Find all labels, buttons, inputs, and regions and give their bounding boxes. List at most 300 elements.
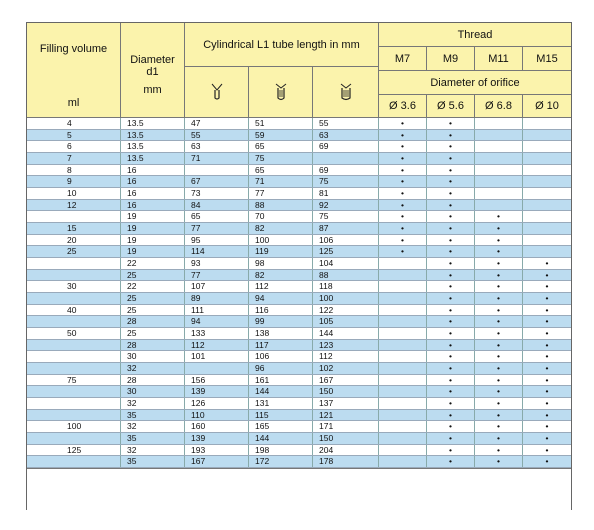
table-cell	[475, 188, 523, 199]
table-cell: 75	[249, 153, 313, 164]
table-cell: •	[475, 270, 523, 281]
cylindrical-length-label: Cylindrical L1 tube length in mm	[203, 38, 360, 51]
table-cell: 77	[185, 270, 249, 281]
table-cell	[379, 363, 427, 374]
table-cell: 131	[249, 398, 313, 409]
table-cell: •	[545, 444, 549, 455]
table-cell	[523, 235, 571, 246]
table-cell	[379, 281, 427, 292]
table-cell	[379, 270, 427, 281]
orifice-5-6	[427, 95, 475, 118]
table-cell: •	[379, 141, 427, 152]
table-cell	[185, 165, 249, 176]
table-cell: 65	[249, 165, 313, 176]
table-row	[27, 398, 571, 410]
diameter-label: Diameter	[130, 54, 175, 66]
table-cell: 55	[313, 118, 379, 129]
table-cell: •	[475, 223, 523, 234]
table-cell: 100	[313, 293, 379, 304]
table-cell	[379, 258, 427, 269]
table-cell: 98	[249, 258, 313, 269]
table-cell: •	[475, 410, 523, 421]
table-cell: 178	[313, 456, 379, 467]
table-row	[27, 305, 571, 317]
table-cell: •	[379, 176, 427, 187]
table-cell: 4	[27, 118, 121, 129]
table-cell: 167	[313, 375, 379, 386]
table-cell: 93	[185, 258, 249, 269]
table-cell: 172	[249, 456, 313, 467]
table-cell: •	[475, 386, 523, 397]
table-cell: 55	[185, 130, 249, 141]
table-cell: 5	[27, 130, 121, 141]
table-cell	[523, 176, 571, 187]
table-cell: 28	[121, 340, 185, 351]
table-cell	[475, 165, 523, 176]
thread-header	[379, 23, 571, 47]
thread-m7	[379, 47, 427, 71]
table-cell: 106	[249, 351, 313, 362]
table-cell: 77	[185, 223, 249, 234]
table-cell: 126	[185, 398, 249, 409]
table-cell: •	[427, 211, 475, 222]
table-cell: 77	[249, 188, 313, 199]
table-cell: 35	[121, 433, 185, 444]
table-row	[27, 433, 571, 445]
table-cell: •	[379, 153, 427, 164]
table-cell: 13.5	[121, 130, 185, 141]
table-cell	[475, 118, 523, 129]
table-cell: 65	[185, 211, 249, 222]
table-cell: 138	[249, 328, 313, 339]
table-cell: •	[427, 270, 475, 281]
table-cell	[27, 410, 121, 421]
table-cell: •	[475, 211, 523, 222]
table-cell: 16	[121, 200, 185, 211]
table-cell: 50	[27, 328, 121, 339]
table-cell: 32	[121, 445, 185, 456]
table-cell: •	[475, 445, 523, 456]
table-cell: •	[475, 281, 523, 292]
table-cell	[27, 258, 121, 269]
thread-m7-label: M7	[394, 52, 411, 65]
table-cell: •	[545, 316, 549, 327]
table-cell	[379, 340, 427, 351]
table-cell	[379, 316, 427, 327]
table-cell: •	[545, 351, 549, 362]
table-cell: •	[427, 153, 475, 164]
table-cell	[379, 445, 427, 456]
table-row	[27, 375, 571, 387]
table-cell: 150	[313, 386, 379, 397]
table-cell: 94	[249, 293, 313, 304]
table-cell: •	[427, 351, 475, 362]
table-cell: •	[427, 375, 475, 386]
table-cell	[475, 153, 523, 164]
table-cell: 115	[249, 410, 313, 421]
table-cell: 94	[185, 316, 249, 327]
table-cell: •	[379, 211, 427, 222]
table-cell	[523, 130, 571, 141]
table-cell: 65	[249, 141, 313, 152]
table-cell: 59	[249, 130, 313, 141]
table-cell: •	[427, 118, 475, 129]
table-cell: •	[545, 269, 549, 280]
table-row	[27, 351, 571, 363]
table-cell: 28	[121, 375, 185, 386]
orifice-6-8-label: Ø 6.8	[485, 100, 512, 112]
table-cell: 100	[249, 235, 313, 246]
table-cell: •	[427, 363, 475, 374]
table-row	[27, 363, 571, 375]
table-cell: 160	[185, 421, 249, 432]
table-cell: •	[545, 304, 549, 315]
table-cell: 51	[249, 118, 313, 129]
table-cell: 193	[185, 445, 249, 456]
tube-tip-cell-1	[185, 67, 249, 118]
table-cell	[27, 340, 121, 351]
table-row	[27, 200, 571, 212]
table-cell: 101	[185, 351, 249, 362]
table-cell: 9	[27, 176, 121, 187]
table-cell: •	[427, 340, 475, 351]
table-cell: •	[427, 410, 475, 421]
table-cell: 15	[27, 223, 121, 234]
table-cell: 71	[249, 176, 313, 187]
table-cell: 105	[313, 316, 379, 327]
table-row	[27, 281, 571, 293]
table-cell	[475, 200, 523, 211]
table-cell: •	[475, 316, 523, 327]
table-cell: 89	[185, 293, 249, 304]
table-cell: 28	[121, 316, 185, 327]
table-cell: •	[427, 246, 475, 257]
table-cell: •	[475, 398, 523, 409]
table-cell: 171	[313, 421, 379, 432]
table-cell: 8	[27, 165, 121, 176]
thread-m15	[523, 47, 571, 71]
table-cell: 75	[313, 176, 379, 187]
table-cell: 69	[313, 165, 379, 176]
table-footer	[27, 468, 571, 510]
table-cell: •	[475, 258, 523, 269]
table-row	[27, 211, 571, 223]
orifice-6-8	[475, 95, 523, 118]
table-cell	[523, 211, 571, 222]
thread-m9-label: M9	[442, 52, 459, 65]
table-cell: 19	[121, 223, 185, 234]
table-cell	[27, 398, 121, 409]
table-cell: 7	[27, 153, 121, 164]
table-cell	[523, 165, 571, 176]
table-cell: 95	[185, 235, 249, 246]
table-row	[27, 316, 571, 328]
table-cell: 10	[27, 188, 121, 199]
table-cell: •	[475, 246, 523, 257]
table-cell: 121	[313, 410, 379, 421]
mm-label: mm	[143, 84, 162, 96]
cylindrical-length-header	[185, 23, 379, 67]
table-cell: 19	[121, 235, 185, 246]
table-cell: •	[427, 456, 475, 467]
table-cell: 110	[185, 410, 249, 421]
table-cell: •	[427, 328, 475, 339]
table-row	[27, 386, 571, 398]
table-cell	[523, 141, 571, 152]
table-cell: •	[545, 421, 549, 432]
orifice-3-6-label: Ø 3.6	[389, 100, 416, 112]
table-cell: 198	[249, 445, 313, 456]
table-row	[27, 246, 571, 258]
table-cell: 102	[313, 363, 379, 374]
table-cell: 112	[313, 351, 379, 362]
table-row	[27, 293, 571, 305]
filling-volume-label: Filling volume	[39, 43, 108, 55]
table-cell: •	[427, 258, 475, 269]
table-cell: 107	[185, 281, 249, 292]
table-cell: •	[545, 398, 549, 409]
table-cell: 16	[121, 188, 185, 199]
table-cell: •	[545, 374, 549, 385]
table-cell	[523, 246, 571, 257]
orifice-label: Diameter of orifice	[430, 76, 520, 89]
table-row	[27, 328, 571, 340]
table-cell: •	[545, 409, 549, 420]
table-cell: •	[475, 328, 523, 339]
table-cell: •	[545, 258, 549, 269]
table-cell: 30	[121, 351, 185, 362]
table-cell	[27, 456, 121, 467]
filling-volume-header	[27, 23, 121, 118]
table-cell: •	[475, 351, 523, 362]
table-cell: 71	[185, 153, 249, 164]
table-cell	[27, 293, 121, 304]
table-row	[27, 176, 571, 188]
table-cell: •	[545, 328, 549, 339]
orifice-3-6	[379, 95, 427, 118]
table-cell: 92	[313, 200, 379, 211]
table-cell: •	[475, 456, 523, 467]
table-cell: •	[427, 398, 475, 409]
table-cell: 156	[185, 375, 249, 386]
table-cell: 75	[313, 211, 379, 222]
table-cell: •	[379, 118, 427, 129]
table-cell: •	[379, 165, 427, 176]
table-cell: •	[427, 141, 475, 152]
table-row	[27, 340, 571, 352]
table-cell: 40	[27, 305, 121, 316]
table-cell: •	[545, 293, 549, 304]
table-cell: 82	[249, 223, 313, 234]
table-cell: •	[545, 456, 549, 467]
tube-tip-cell-2	[249, 67, 313, 118]
table-cell	[379, 398, 427, 409]
table-cell: 20	[27, 235, 121, 246]
table-cell	[523, 118, 571, 129]
table-cell: 99	[249, 316, 313, 327]
table-cell: 123	[313, 340, 379, 351]
table-row	[27, 235, 571, 247]
tube-tip-icon-1	[209, 83, 225, 101]
table-cell: 35	[121, 410, 185, 421]
table-cell: •	[427, 223, 475, 234]
table-cell: •	[427, 421, 475, 432]
table-cell: •	[475, 375, 523, 386]
diameter-header	[121, 23, 185, 118]
table-cell: 19	[121, 211, 185, 222]
table-cell: •	[427, 316, 475, 327]
table-cell: 73	[185, 188, 249, 199]
table-cell	[475, 141, 523, 152]
orifice-10	[523, 95, 571, 118]
table-cell: •	[475, 421, 523, 432]
table-cell: 167	[185, 456, 249, 467]
table-cell: 87	[313, 223, 379, 234]
table-cell: •	[475, 363, 523, 374]
table-cell: •	[475, 235, 523, 246]
thread-m11	[475, 47, 523, 71]
table-row	[27, 130, 571, 142]
table-cell: 30	[121, 386, 185, 397]
table-cell	[27, 433, 121, 444]
table-cell: 161	[249, 375, 313, 386]
table-cell: 84	[185, 200, 249, 211]
table-cell: 112	[249, 281, 313, 292]
table-cell: 150	[313, 433, 379, 444]
table-cell	[379, 293, 427, 304]
table-cell: •	[545, 339, 549, 350]
table-cell: 88	[313, 270, 379, 281]
table-cell: 69	[313, 141, 379, 152]
table-cell: 16	[121, 176, 185, 187]
data-table	[26, 22, 572, 510]
thread-label: Thread	[457, 28, 493, 41]
table-cell: 22	[121, 281, 185, 292]
table-cell: 81	[313, 188, 379, 199]
table-cell: •	[475, 305, 523, 316]
table-row	[27, 410, 571, 422]
table-cell: 25	[27, 246, 121, 257]
ml-label: ml	[67, 97, 80, 109]
table-row	[27, 223, 571, 235]
orifice-5-6-label: Ø 5.6	[437, 100, 464, 112]
table-cell: •	[545, 363, 549, 374]
table-cell: 117	[249, 340, 313, 351]
table-cell: 16	[121, 165, 185, 176]
table-cell: 25	[121, 305, 185, 316]
table-cell: •	[427, 433, 475, 444]
table-cell: 25	[121, 293, 185, 304]
table-cell: 119	[249, 246, 313, 257]
table-cell: •	[475, 340, 523, 351]
thread-m11-label: M11	[488, 52, 509, 65]
table-cell	[27, 211, 121, 222]
table-cell	[475, 176, 523, 187]
table-row	[27, 165, 571, 177]
table-cell	[523, 188, 571, 199]
table-cell	[27, 363, 121, 374]
table-cell: 88	[249, 200, 313, 211]
table-cell: 32	[121, 421, 185, 432]
table-cell	[475, 130, 523, 141]
table-cell: •	[427, 293, 475, 304]
tube-tip-cell-3	[313, 67, 379, 118]
table-cell: 139	[185, 433, 249, 444]
table-cell	[27, 270, 121, 281]
table-cell: •	[427, 130, 475, 141]
table-cell: 63	[185, 141, 249, 152]
table-cell: •	[427, 281, 475, 292]
table-cell: •	[545, 433, 549, 444]
table-cell: 137	[313, 398, 379, 409]
table-cell	[379, 328, 427, 339]
table-row	[27, 445, 571, 457]
table-cell: •	[427, 386, 475, 397]
table-cell: 22	[121, 258, 185, 269]
table-cell: 104	[313, 258, 379, 269]
table-cell: 25	[121, 328, 185, 339]
table-cell: 6	[27, 141, 121, 152]
table-cell: 106	[313, 235, 379, 246]
table-cell: 67	[185, 176, 249, 187]
table-cell: 144	[313, 328, 379, 339]
table-cell: 125	[313, 246, 379, 257]
table-cell: 125	[27, 445, 121, 456]
table-cell: 82	[249, 270, 313, 281]
table-cell: •	[545, 281, 549, 292]
table-cell: •	[545, 386, 549, 397]
table-cell: 112	[185, 340, 249, 351]
table-cell	[379, 351, 427, 362]
table-cell	[379, 305, 427, 316]
table-cell: 13.5	[121, 153, 185, 164]
table-row	[27, 141, 571, 153]
table-cell	[523, 200, 571, 211]
table-cell: •	[427, 445, 475, 456]
table-cell	[185, 363, 249, 374]
orifice-10-label: Ø 10	[535, 100, 559, 112]
table-cell: 118	[313, 281, 379, 292]
table-cell	[523, 153, 571, 164]
table-row	[27, 153, 571, 165]
table-cell: 70	[249, 211, 313, 222]
table-cell: •	[379, 223, 427, 234]
table-cell: 100	[27, 421, 121, 432]
table-cell	[523, 223, 571, 234]
table-cell	[379, 456, 427, 467]
table-cell: •	[379, 235, 427, 246]
table-cell: 13.5	[121, 118, 185, 129]
orifice-header	[379, 71, 571, 95]
table-cell	[379, 375, 427, 386]
table-cell: 13.5	[121, 141, 185, 152]
table-cell: 111	[185, 305, 249, 316]
table-cell: 139	[185, 386, 249, 397]
table-cell: •	[427, 200, 475, 211]
tube-tip-icon-2	[273, 83, 289, 101]
table-cell: •	[427, 165, 475, 176]
table-cell	[27, 351, 121, 362]
table-row	[27, 258, 571, 270]
table-cell: 75	[27, 375, 121, 386]
table-cell: •	[427, 176, 475, 187]
table-cell: 114	[185, 246, 249, 257]
table-cell: 25	[121, 270, 185, 281]
table-cell: 63	[313, 130, 379, 141]
table-cell: •	[379, 200, 427, 211]
table-cell: •	[379, 130, 427, 141]
table-cell: 116	[249, 305, 313, 316]
